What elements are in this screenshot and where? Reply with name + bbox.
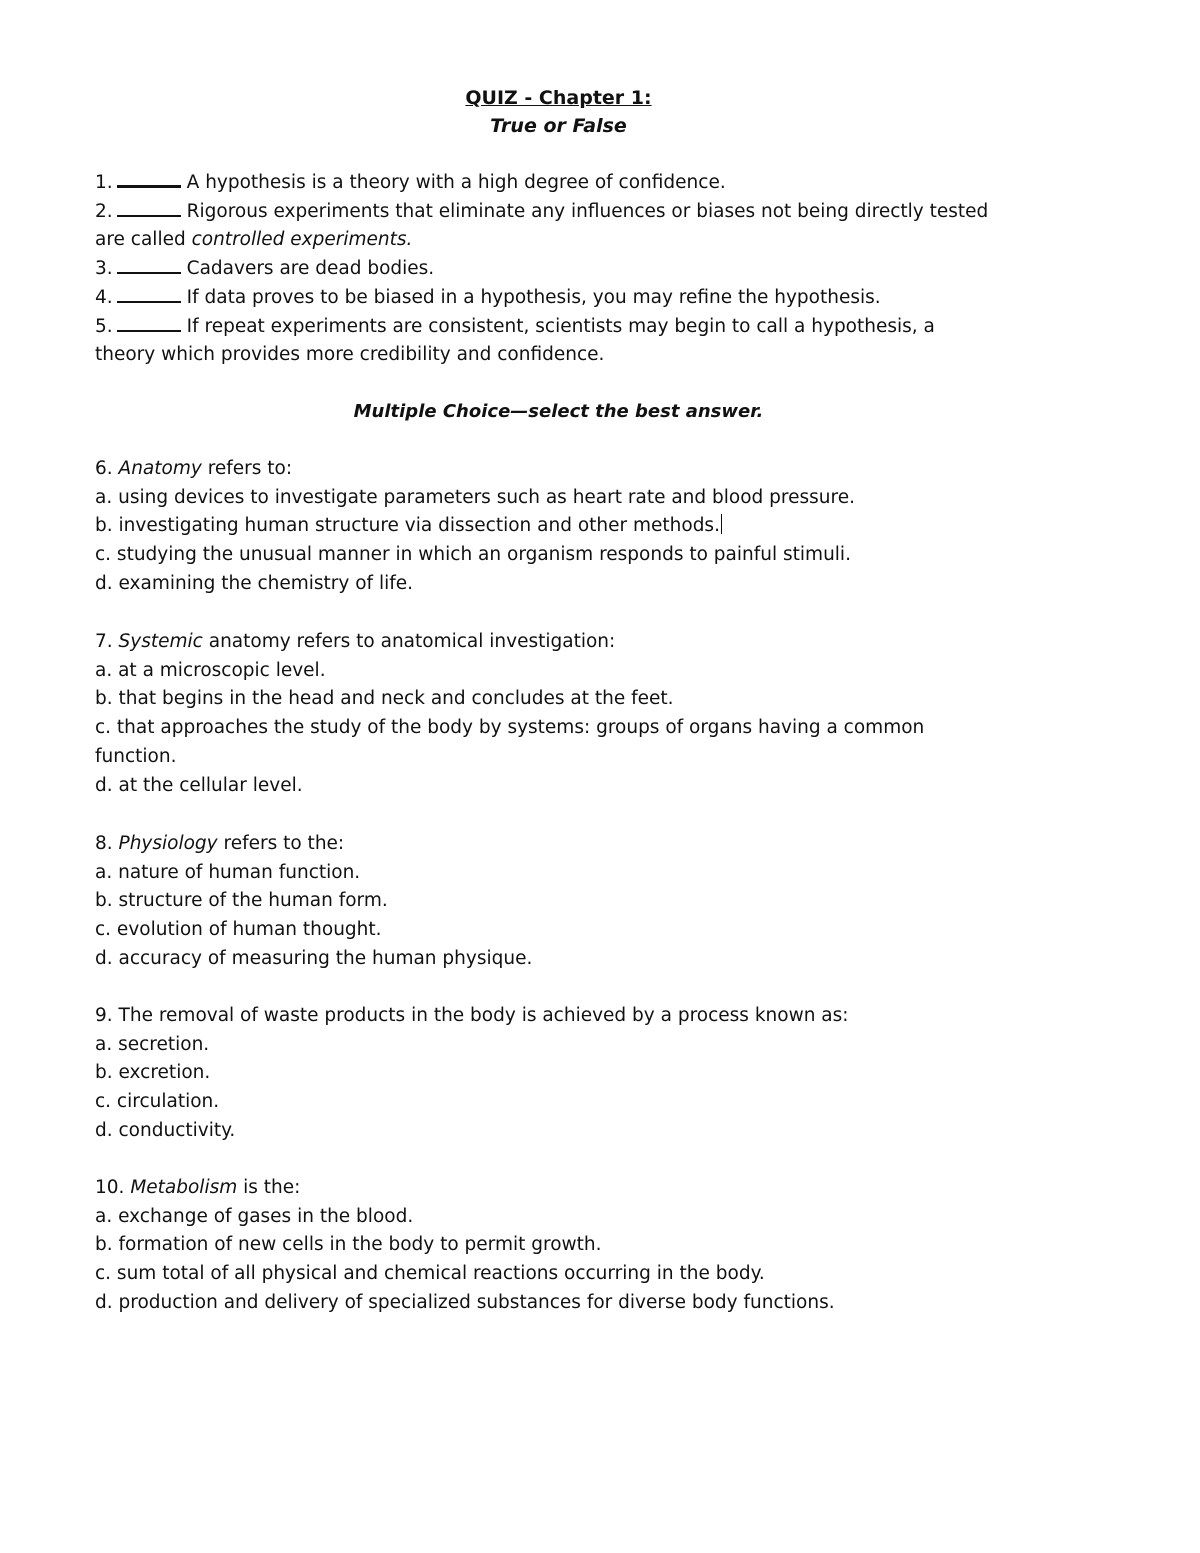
option-a: a. exchange of gases in the blood. (95, 1205, 414, 1227)
question-stem (95, 455, 1055, 484)
tf-number: 5. (95, 315, 113, 337)
tf-number: 4. (95, 286, 113, 308)
tf-item-4 (95, 284, 1055, 313)
option-c-cont: function. (95, 745, 177, 767)
question-number: 10. (95, 1177, 125, 1198)
option-b (95, 512, 1055, 541)
section-title-multiple-choice: Multiple Choice—select the best answer. (353, 401, 764, 422)
answer-blank[interactable] (117, 314, 181, 332)
answer-blank[interactable] (117, 169, 181, 188)
option-c: c. sum total of all physical and chemical reactions occurring in the body. (95, 1263, 765, 1285)
tf-number: 3. (95, 258, 113, 280)
question-text: is the: (237, 1177, 301, 1198)
answer-blank[interactable] (117, 285, 181, 303)
option-c: c. that approaches the study of the body by systems: groups of organs having a common (95, 717, 925, 739)
tf-statement-cont: are called (95, 229, 192, 251)
option-a: a. secretion. (95, 1033, 210, 1055)
option-d: d. production and delivery of specialized substances for diverse body functions. (95, 1291, 835, 1313)
option-a: a. nature of human function. (95, 861, 361, 883)
answer-blank[interactable] (117, 199, 181, 217)
tf-item-2 (95, 198, 1055, 227)
title-block (0, 84, 1117, 140)
question-stem (95, 830, 1055, 859)
question-number: 8. (95, 833, 113, 854)
tf-item-1 (95, 169, 1055, 198)
question-text: anatomy refers to anatomical investigation: (202, 631, 616, 652)
tf-statement: If data proves to be biased in a hypothesis, you may refine the hypothesis. (186, 286, 881, 308)
tf-item-5 (95, 313, 1055, 342)
true-false-section (95, 169, 1055, 370)
option-b-text: b. investigating human structure via dissection and other methods. (95, 515, 720, 537)
page-title: QUIZ - Chapter 1: (465, 87, 652, 109)
question-term: Systemic (118, 631, 203, 652)
question-stem (95, 1174, 1055, 1203)
question-number: 7. (95, 631, 113, 652)
option-d: d. at the cellular level. (95, 774, 303, 796)
option-b: b. that begins in the head and neck and concludes at the feet. (95, 688, 674, 710)
question-text: refers to: (201, 458, 293, 479)
question-8 (95, 830, 1055, 974)
option-b: b. formation of new cells in the body to permit growth. (95, 1234, 602, 1256)
option-c: c. studying the unusual manner in which an organism responds to painful stimuli. (95, 544, 851, 566)
tf-number: 1. (95, 172, 113, 193)
question-6 (95, 455, 1055, 599)
option-b: b. excretion. (95, 1062, 211, 1084)
question-stem (95, 1002, 1055, 1031)
section-title-true-false: True or False (490, 115, 627, 137)
question-10 (95, 1174, 1055, 1318)
tf-statement: Rigorous experiments that eliminate any influences or biases not being directly tested (186, 200, 989, 222)
option-c: c. circulation. (95, 1091, 220, 1113)
question-text: The removal of waste products in the body is achieved by a process known as: (118, 1005, 849, 1026)
tf-item-2-cont (95, 226, 1055, 255)
option-a: a. at a microscopic level. (95, 659, 326, 681)
option-d: d. examining the chemistry of life. (95, 572, 413, 594)
answer-blank[interactable] (117, 256, 181, 274)
tf-number: 2. (95, 200, 113, 222)
text-cursor (721, 514, 722, 534)
question-term: Physiology (118, 833, 218, 854)
tf-statement: Cadavers are dead bodies. (186, 258, 435, 280)
tf-statement-cont: theory which provides more credibility and confidence. (95, 344, 605, 366)
tf-statement: If repeat experiments are consistent, scientists may begin to call a hypothesis, a (186, 315, 935, 337)
question-number: 6. (95, 458, 113, 479)
option-b: b. structure of the human form. (95, 890, 388, 912)
option-d: d. accuracy of measuring the human physique. (95, 947, 533, 969)
tf-item-5-cont (95, 341, 1055, 370)
option-c: c. evolution of human thought. (95, 919, 382, 941)
question-7 (95, 628, 1055, 800)
tf-statement-italic-term: controlled experiments. (191, 229, 413, 251)
question-stem (95, 628, 1055, 657)
question-text: refers to the: (217, 833, 345, 854)
option-a: a. using devices to investigate parameters such as heart rate and blood pressure. (95, 486, 855, 508)
question-term: Anatomy (118, 458, 202, 479)
option-d: d. conductivity. (95, 1119, 236, 1141)
tf-item-3 (95, 255, 1055, 284)
tf-statement: A hypothesis is a theory with a high degree of confidence. (186, 172, 726, 193)
question-9 (95, 1002, 1055, 1146)
question-term: Metabolism (130, 1177, 238, 1198)
question-number: 9. (95, 1005, 113, 1026)
